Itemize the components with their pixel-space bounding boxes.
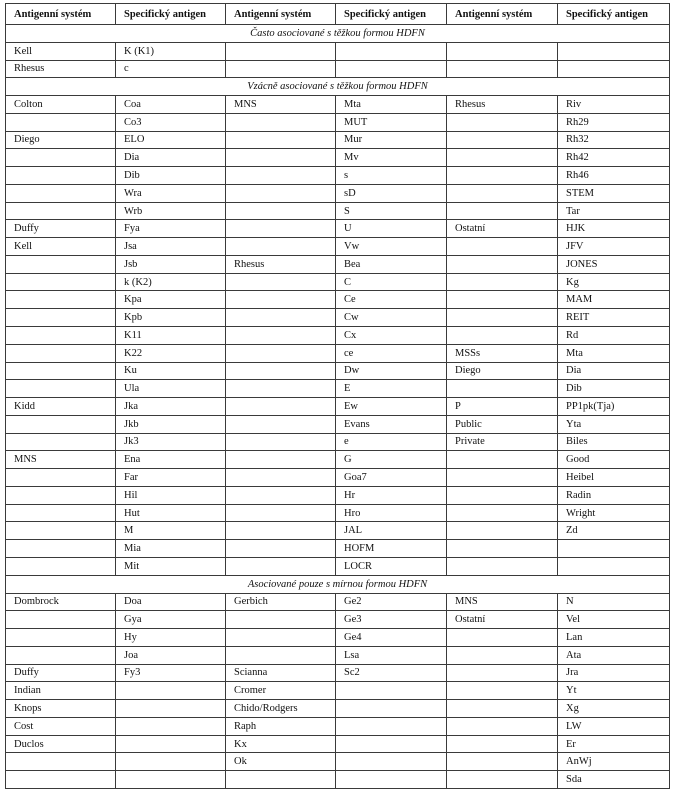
antigen-cell: HJK [558,220,670,238]
antigen-cell: Ku [116,362,226,380]
table-row [6,611,670,629]
system-cell: Ok [226,753,336,771]
table-row [6,309,670,327]
table-row [6,433,670,451]
system-cell [6,433,116,451]
section-title: Často asociované s těžkou formou HDFN [6,25,670,43]
antigen-cell: Dib [558,380,670,398]
table-row [6,220,670,238]
antigen-cell: Sda [558,771,670,789]
system-cell [226,60,336,78]
table-row [6,327,670,345]
system-cell: Cost [6,717,116,735]
antigen-cell: Bea [336,255,447,273]
system-cell: Public [447,415,558,433]
antigen-cell: Rh32 [558,131,670,149]
system-cell [6,309,116,327]
antigen-cell: JFV [558,238,670,256]
table-row [6,469,670,487]
antigen-cell: s [336,167,447,185]
antigen-cell [336,735,447,753]
system-cell [226,42,336,60]
system-cell [6,504,116,522]
antigen-cell: JAL [336,522,447,540]
section-title: Asociované pouze s mírnou formou HDFN [6,575,670,593]
table-row [6,540,670,558]
system-cell: Cromer [226,682,336,700]
antigen-cell: Radin [558,486,670,504]
antigen-cell: LW [558,717,670,735]
antigen-cell: Mta [558,344,670,362]
antigen-cell [336,42,447,60]
table-row [6,42,670,60]
system-cell [447,486,558,504]
system-cell [6,344,116,362]
system-cell [6,646,116,664]
system-cell [6,415,116,433]
header-row [6,4,670,25]
antigen-cell: Mia [116,540,226,558]
antigen-cell: Coa [116,96,226,114]
system-cell: Kidd [6,398,116,416]
antigen-cell: E [336,380,447,398]
antigen-cell [558,42,670,60]
system-cell [447,753,558,771]
antigen-cell: Rh29 [558,113,670,131]
table-row [6,415,670,433]
system-cell: Rhesus [226,255,336,273]
header-antigen-system: Antigenní systém [226,4,336,25]
system-cell [226,167,336,185]
system-cell: MNS [226,96,336,114]
system-cell [226,398,336,416]
system-cell: MNS [6,451,116,469]
antigen-cell: Vel [558,611,670,629]
antigen-cell: k (K2) [116,273,226,291]
system-cell: MNS [447,593,558,611]
antigen-cell: Gya [116,611,226,629]
system-cell: Duclos [6,735,116,753]
antigen-cell: Hut [116,504,226,522]
system-cell [447,149,558,167]
system-cell [447,309,558,327]
table-row [6,451,670,469]
table-row [6,646,670,664]
antigen-cell: Good [558,451,670,469]
antigen-cell: Mv [336,149,447,167]
antigen-cell: ELO [116,131,226,149]
table-row [6,255,670,273]
system-cell [226,771,336,789]
system-cell: Rhesus [447,96,558,114]
antigen-cell: Lan [558,629,670,647]
antigen-cell [558,540,670,558]
antigen-cell: Kpb [116,309,226,327]
system-cell: Gerbich [226,593,336,611]
system-cell [226,486,336,504]
system-cell [6,327,116,345]
system-cell [226,415,336,433]
antigen-cell: Dw [336,362,447,380]
antigen-cell: Far [116,469,226,487]
antigen-cell: Joa [116,646,226,664]
antigen-cell: Jra [558,664,670,682]
antigen-cell: sD [336,184,447,202]
system-cell [226,380,336,398]
system-cell [447,771,558,789]
antigen-cell: Sc2 [336,664,447,682]
antigen-cell: Er [558,735,670,753]
system-cell [447,717,558,735]
system-cell [6,167,116,185]
system-cell: Duffy [6,220,116,238]
system-cell [226,184,336,202]
table-row [6,522,670,540]
system-cell [447,167,558,185]
antigen-cell: Ata [558,646,670,664]
antigen-cell: Ena [116,451,226,469]
antigen-cell: Ula [116,380,226,398]
antigen-cell: Rh42 [558,149,670,167]
system-cell [226,540,336,558]
antigen-cell: e [336,433,447,451]
system-cell: Chido/Rodgers [226,700,336,718]
table-row [6,131,670,149]
antigen-cell: Riv [558,96,670,114]
antigen-cell: Kg [558,273,670,291]
antigen-cell: Vw [336,238,447,256]
table-row [6,735,670,753]
table-row [6,629,670,647]
system-cell [447,664,558,682]
system-cell [447,522,558,540]
system-cell [226,149,336,167]
antigen-cell [558,60,670,78]
antigen-cell: HOFM [336,540,447,558]
antigen-cell: N [558,593,670,611]
antigen-cell: Kpa [116,291,226,309]
system-cell [6,149,116,167]
antigen-cell: c [116,60,226,78]
antigen-cell: Lsa [336,646,447,664]
antigen-cell: Ge4 [336,629,447,647]
antigen-cell: Wra [116,184,226,202]
antigen-cell [336,682,447,700]
system-cell [447,469,558,487]
antigen-cell: K (K1) [116,42,226,60]
antigen-cell [116,700,226,718]
table-row [6,96,670,114]
table-row [6,753,670,771]
system-cell [226,344,336,362]
antigen-cell: Fya [116,220,226,238]
system-cell [6,771,116,789]
system-cell: Private [447,433,558,451]
antigen-cell: Jsa [116,238,226,256]
antigen-cell: STEM [558,184,670,202]
antigen-cell: Doa [116,593,226,611]
system-cell [447,202,558,220]
antigen-cell: Jsb [116,255,226,273]
antigen-cell [116,735,226,753]
table-row [6,184,670,202]
system-cell: Rhesus [6,60,116,78]
system-cell [226,451,336,469]
system-cell [6,184,116,202]
header-specific-antigen: Specifický antigen [558,4,670,25]
system-cell [226,220,336,238]
system-cell [6,273,116,291]
system-cell [226,557,336,575]
system-cell: Duffy [6,664,116,682]
system-cell [447,646,558,664]
table-body [6,25,670,789]
header-specific-antigen: Specifický antigen [116,4,226,25]
system-cell [6,362,116,380]
system-cell: Diego [447,362,558,380]
antigen-cell: Hro [336,504,447,522]
antigen-cell: C [336,273,447,291]
system-cell [6,380,116,398]
system-cell [6,202,116,220]
system-cell [226,629,336,647]
antigen-cell: Biles [558,433,670,451]
antigen-cell: Xg [558,700,670,718]
system-cell [226,131,336,149]
antigen-cell [336,771,447,789]
system-cell [447,557,558,575]
antigen-cell: Co3 [116,113,226,131]
system-cell [447,682,558,700]
system-cell [226,238,336,256]
antigen-cell [336,717,447,735]
antigen-cell: Hy [116,629,226,647]
section-header-row [6,78,670,96]
table-row [6,344,670,362]
system-cell [6,753,116,771]
header-antigen-system: Antigenní systém [6,4,116,25]
system-cell: Knops [6,700,116,718]
table-row [6,593,670,611]
table-row [6,291,670,309]
antigen-cell: Hil [116,486,226,504]
system-cell [6,486,116,504]
antigen-cell: Tar [558,202,670,220]
system-cell [447,327,558,345]
header-antigen-system: Antigenní systém [447,4,558,25]
antigen-cell: Zd [558,522,670,540]
antigen-cell: REIT [558,309,670,327]
system-cell [226,469,336,487]
antigen-cell: Goa7 [336,469,447,487]
antigen-cell: LOCR [336,557,447,575]
antigen-table [5,3,670,789]
antigen-cell: Cw [336,309,447,327]
antigen-cell: S [336,202,447,220]
table-row [6,504,670,522]
table-row [6,362,670,380]
system-cell: Kell [6,42,116,60]
table-row [6,398,670,416]
antigen-cell: Wrb [116,202,226,220]
system-cell: Scianna [226,664,336,682]
antigen-cell: Jk3 [116,433,226,451]
system-cell: Indian [6,682,116,700]
system-cell [447,255,558,273]
antigen-cell: Ce [336,291,447,309]
antigen-cell [558,557,670,575]
antigen-cell [116,717,226,735]
system-cell [447,291,558,309]
system-cell [447,380,558,398]
antigen-cell: Jka [116,398,226,416]
section-header-row [6,575,670,593]
system-cell: Ostatní [447,220,558,238]
antigen-cell: Evans [336,415,447,433]
antigen-cell: ce [336,344,447,362]
antigen-cell: Hr [336,486,447,504]
system-cell [447,42,558,60]
system-cell [226,646,336,664]
system-cell [447,540,558,558]
system-cell [447,700,558,718]
antigen-cell: Yt [558,682,670,700]
system-cell [226,362,336,380]
antigen-cell [336,700,447,718]
table-row [6,238,670,256]
system-cell [6,113,116,131]
system-cell [226,202,336,220]
antigen-cell: Dib [116,167,226,185]
system-cell [447,60,558,78]
system-cell [447,451,558,469]
table-row [6,60,670,78]
system-cell [447,184,558,202]
antigen-cell: Mur [336,131,447,149]
system-cell [6,291,116,309]
antigen-cell [336,60,447,78]
section-title: Vzácně asociované s těžkou formou HDFN [6,78,670,96]
system-cell [226,522,336,540]
table-row [6,113,670,131]
system-cell [226,113,336,131]
system-cell [226,309,336,327]
antigen-cell [116,682,226,700]
system-cell [6,629,116,647]
antigen-cell: Ge3 [336,611,447,629]
antigen-cell: M [116,522,226,540]
system-cell [447,273,558,291]
system-cell [6,255,116,273]
antigen-cell: JONES [558,255,670,273]
system-cell [447,504,558,522]
system-cell [226,433,336,451]
antigen-cell: MAM [558,291,670,309]
table-row [6,202,670,220]
antigen-cell: Cx [336,327,447,345]
antigen-cell: Heibel [558,469,670,487]
system-cell: Colton [6,96,116,114]
antigen-cell: Mta [336,96,447,114]
section-header-row [6,25,670,43]
system-cell: Dombrock [6,593,116,611]
antigen-cell: K11 [116,327,226,345]
table-row [6,380,670,398]
antigen-cell [116,753,226,771]
antigen-cell: K22 [116,344,226,362]
antigen-cell: Ge2 [336,593,447,611]
system-cell [226,291,336,309]
system-cell [6,469,116,487]
antigen-cell: MUT [336,113,447,131]
system-cell [447,131,558,149]
antigen-cell: Wright [558,504,670,522]
antigen-cell: U [336,220,447,238]
antigen-cell: Dia [116,149,226,167]
antigen-cell: Rd [558,327,670,345]
system-cell: Raph [226,717,336,735]
system-cell [226,327,336,345]
antigen-cell: PP1pk(Tja) [558,398,670,416]
system-cell [226,273,336,291]
table-row [6,682,670,700]
table-row [6,557,670,575]
system-cell [6,611,116,629]
table-row [6,273,670,291]
system-cell: Diego [6,131,116,149]
system-cell: MSSs [447,344,558,362]
antigen-cell: Ew [336,398,447,416]
document-page [5,3,669,789]
table-row [6,717,670,735]
system-cell [447,629,558,647]
antigen-cell: Mit [116,557,226,575]
system-cell: P [447,398,558,416]
table-row [6,664,670,682]
antigen-cell: Dia [558,362,670,380]
system-cell [6,522,116,540]
antigen-cell: AnWj [558,753,670,771]
table-row [6,771,670,789]
antigen-cell: Rh46 [558,167,670,185]
antigen-cell: G [336,451,447,469]
system-cell [6,540,116,558]
table-row [6,149,670,167]
system-cell [447,238,558,256]
system-cell [226,504,336,522]
header-specific-antigen: Specifický antigen [336,4,447,25]
system-cell: Kx [226,735,336,753]
antigen-cell: Jkb [116,415,226,433]
system-cell: Kell [6,238,116,256]
antigen-cell [116,771,226,789]
antigen-cell [336,753,447,771]
antigen-cell: Yta [558,415,670,433]
system-cell: Ostatní [447,611,558,629]
system-cell [226,611,336,629]
system-cell [6,557,116,575]
table-row [6,700,670,718]
antigen-cell: Fy3 [116,664,226,682]
table-row [6,167,670,185]
system-cell [447,735,558,753]
table-row [6,486,670,504]
system-cell [447,113,558,131]
